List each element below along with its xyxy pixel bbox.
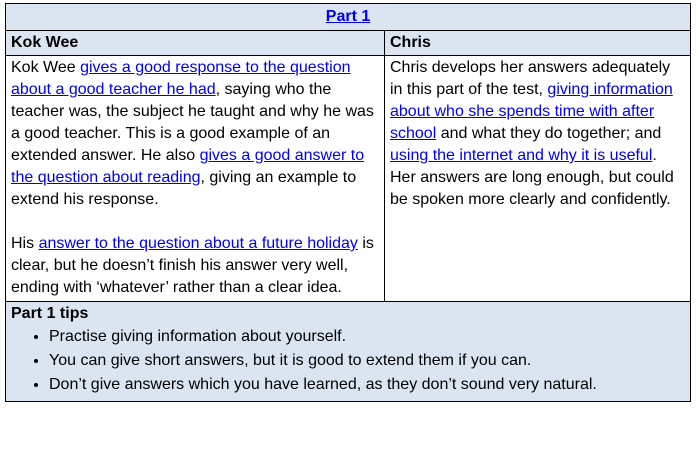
text-segment: , giving an example to extend his response.	[11, 169, 357, 208]
kok-wee-paragraph-2	[11, 233, 379, 299]
text-segment: Kok Wee	[11, 59, 81, 76]
table-title-row	[6, 4, 690, 31]
text-segment: Chris develops her answers adequately in this part of the test,	[390, 59, 671, 98]
kok-wee-header: Kok Wee	[6, 31, 384, 56]
text-segment: , saying who the teacher was, the subject he taught and why he was a good teacher. This is a good example of an extended answer. He also	[11, 81, 374, 164]
tip-item: • Practise giving information about yourself.	[49, 325, 685, 349]
kok-wee-column	[6, 31, 385, 301]
tip-item: • Don’t give answers which you have learned, as they don’t sound very natural.	[49, 373, 685, 397]
candidates-row	[6, 31, 690, 301]
highlight-link[interactable]: using the internet and why it is useful	[390, 147, 653, 164]
text-segment: . Her answers are long enough, but could be spoken more clearly and confidently.	[390, 147, 674, 208]
highlight-link[interactable]: gives a good answer to the question about reading	[11, 147, 365, 186]
tip-item: • You can give short answers, but it is good to extend them if you can.	[49, 349, 685, 373]
kok-wee-comment	[6, 56, 384, 301]
chris-paragraph-1	[390, 57, 685, 211]
part-title-link[interactable]: Part 1	[325, 8, 371, 25]
tips-section	[6, 301, 690, 401]
chris-column	[385, 31, 690, 301]
tips-title: Part 1 tips	[11, 305, 89, 322]
text-segment: is clear, but he doesn’t finish his answer very well, ending with ‘whatever’ rather than a clear idea.	[11, 235, 374, 296]
highlight-link[interactable]: giving information about who she spends time with after school	[390, 81, 673, 142]
assessment-table	[5, 3, 691, 402]
highlight-link[interactable]: answer to the question about a future holiday	[38, 235, 358, 252]
kok-wee-paragraph-1	[11, 57, 379, 211]
chris-header: Chris	[385, 31, 690, 56]
text-segment: His	[11, 235, 39, 252]
tips-list	[11, 325, 685, 397]
text-segment: and what they do together; and	[436, 125, 662, 142]
chris-comment	[385, 56, 690, 213]
highlight-link[interactable]: gives a good response to the question about a good teacher he had	[11, 59, 351, 98]
